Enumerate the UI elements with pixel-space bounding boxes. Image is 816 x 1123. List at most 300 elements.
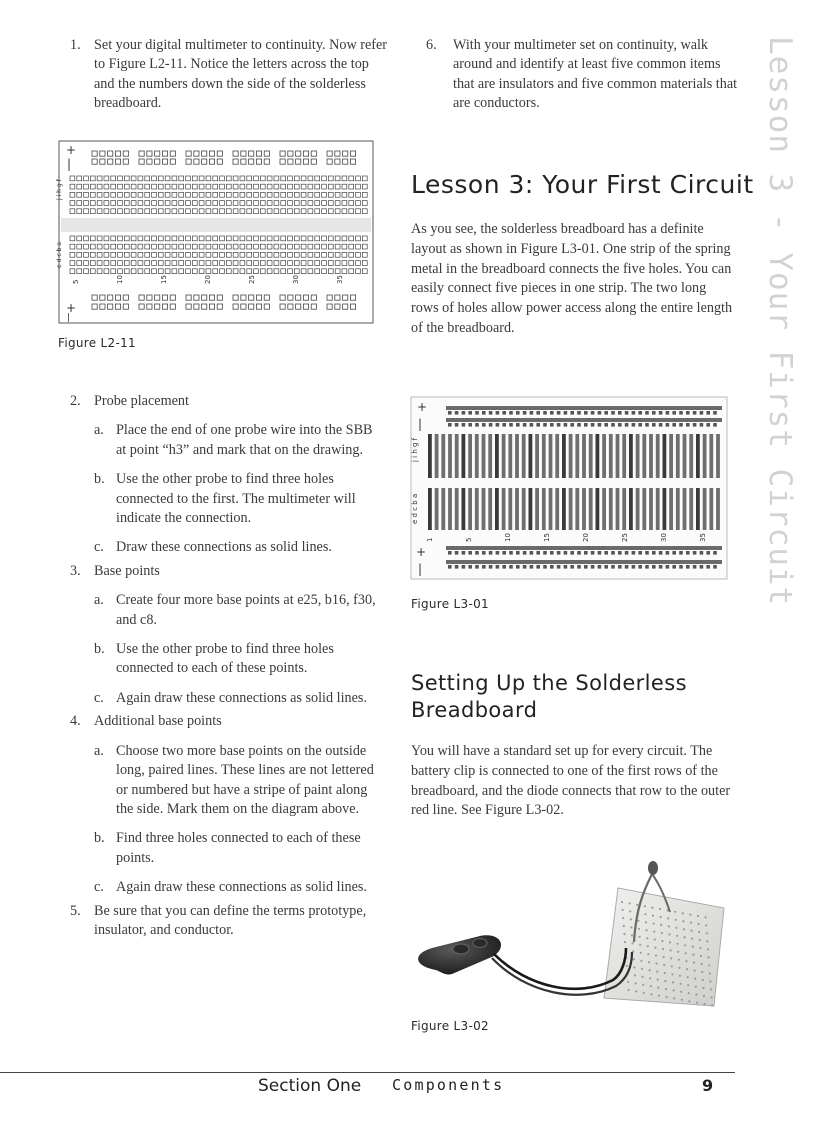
terminal-hole [206,192,211,197]
photo-hole [662,948,664,950]
photo-hole [685,960,687,962]
photo-hole [638,928,640,930]
footer-section: Section One [258,1076,362,1096]
photo-hole [686,968,688,970]
rail-hole [108,159,113,164]
terminal-strip [455,488,459,530]
photo-hole [670,949,672,951]
figure-l3-02-caption: Figure L3-02 [411,1019,489,1033]
breadboard-photo [604,888,724,1007]
terminal-hole [179,209,184,214]
terminal-hole [349,209,354,214]
terminal-hole [90,269,95,274]
terminal-hole [152,252,157,257]
terminal-hole [152,176,157,181]
figure-l3-01-caption: Figure L3-01 [411,597,489,611]
terminal-hole [301,192,306,197]
terminal-hole [322,184,327,189]
terminal-hole [179,184,184,189]
photo-hole [661,940,663,942]
terminal-hole [213,184,218,189]
sub-number: a. [94,592,104,609]
terminal-hole [179,269,184,274]
terminal-hole [138,184,143,189]
rail-hole [194,159,199,164]
rail-hole [327,295,332,300]
photo-hole [697,915,699,917]
terminal-strip [569,488,573,530]
terminal-hole [179,192,184,197]
terminal-strip [656,488,660,530]
terminal-hole [254,236,259,241]
terminal-hole [315,209,320,214]
rail-hole [604,423,608,427]
terminal-hole [315,252,320,257]
rail-hole [584,423,588,427]
terminal-hole [138,176,143,181]
step-3 [70,562,380,581]
rail-hole [455,423,459,427]
rail-hole [256,304,261,309]
rail-hole [139,159,144,164]
photo-hole [656,971,658,973]
rail-hole [115,304,120,309]
terminal-hole [186,261,191,266]
terminal-strip [636,488,640,530]
terminal-hole [192,244,197,249]
rail-hole [550,565,554,569]
rail-hole [288,295,293,300]
photo-hole [705,924,707,926]
rail-hole [256,151,261,156]
terminal-hole [240,184,245,189]
terminal-strip [616,434,620,478]
terminal-hole [104,192,109,197]
photo-hole [628,989,630,991]
terminal-hole [70,252,75,257]
photo-hole [682,920,684,922]
photo-hole [665,988,667,990]
terminal-hole [315,192,320,197]
terminal-strip [542,434,546,478]
rail-hole [645,551,649,555]
rail-hole [598,565,602,569]
photo-hole [687,976,689,978]
terminal-hole [335,201,340,206]
rail-hole [209,295,214,300]
terminal-hole [70,236,75,241]
rail-hole [638,411,642,415]
photo-hole [661,932,663,934]
terminal-hole [77,201,82,206]
terminal-strip [683,434,687,478]
rail-hole [496,423,500,427]
terminal-hole [254,192,259,197]
terminal-strip [602,434,606,478]
rail-hole [509,565,513,569]
terminal-hole [84,269,89,274]
rail-hole [139,304,144,309]
terminal-hole [206,269,211,274]
rail-hole [564,565,568,569]
terminal-hole [247,244,252,249]
terminal-hole [84,236,89,241]
terminal-hole [124,252,129,257]
terminal-hole [152,244,157,249]
terminal-hole [138,244,143,249]
rail-hole [303,151,308,156]
terminal-hole [111,252,116,257]
rail-hole [672,411,676,415]
terminal-strip [441,434,445,478]
terminal-hole [362,209,367,214]
rail-hole [475,551,479,555]
rail-hole [303,295,308,300]
terminal-hole [84,261,89,266]
rail-hole [584,411,588,415]
sub-number: c. [94,539,104,556]
rail-hole [489,565,493,569]
terminal-hole [301,269,306,274]
rail-hole [543,565,547,569]
terminal-hole [288,252,293,257]
terminal-hole [301,244,306,249]
terminal-hole [349,201,354,206]
terminal-hole [220,236,225,241]
rail-hole [455,411,459,415]
terminal-hole [274,261,279,266]
terminal-hole [247,236,252,241]
terminal-hole [145,209,150,214]
column-number: 10 [116,275,124,284]
photo-hole [680,983,682,985]
terminal-hole [70,209,75,214]
rail-hole [496,551,500,555]
terminal-hole [328,201,333,206]
terminal-hole [131,269,136,274]
rail-hole [115,151,120,156]
terminal-hole [152,184,157,189]
photo-hole [643,992,645,994]
terminal-hole [158,244,163,249]
rail-hole [162,304,167,309]
photo-hole [666,996,668,998]
rail-hole [591,565,595,569]
terminal-hole [97,269,102,274]
terminal-hole [328,244,333,249]
terminal-hole [294,244,299,249]
rail-hole [264,159,269,164]
terminal-hole [315,236,320,241]
rail-hole [350,295,355,300]
rail-hole [652,551,656,555]
terminal-hole [342,269,347,274]
rail-hole [468,565,472,569]
rail-hole [632,565,636,569]
terminal-hole [97,236,102,241]
photo-hole [674,911,676,913]
terminal-hole [240,201,245,206]
photo-hole [705,916,707,918]
rail-hole [686,551,690,555]
terminal-hole [294,184,299,189]
step-4 [70,712,380,731]
terminal-strip [629,434,633,478]
rail-hole [209,304,214,309]
photo-hole [624,941,626,943]
terminal-hole [294,209,299,214]
terminal-hole [226,261,231,266]
photo-hole [709,972,711,974]
rail-hole [625,423,629,427]
photo-hole [623,933,625,935]
terminal-hole [328,192,333,197]
rail-hole [115,159,120,164]
terminal-strip [596,434,600,478]
row-letters-bottom: e d c b a [411,493,419,524]
rail-hole [468,551,472,555]
rail-hole [570,551,574,555]
photo-hole [640,960,642,962]
terminal-hole [308,261,313,266]
rail-hole [713,411,717,415]
step-4a [70,742,380,820]
rail-hole [462,565,466,569]
terminal-hole [118,244,123,249]
terminal-hole [362,244,367,249]
terminal-strip [716,434,720,478]
terminal-hole [111,201,116,206]
terminal-hole [288,176,293,181]
terminal-hole [322,236,327,241]
terminal-hole [77,184,82,189]
terminal-hole [213,236,218,241]
terminal-hole [138,201,143,206]
terminal-hole [165,236,170,241]
rail-hole [311,295,316,300]
terminal-strip [448,488,452,530]
rail-stripe [446,560,722,564]
rail-hole [155,304,160,309]
terminal-hole [260,209,265,214]
photo-hole [636,904,638,906]
rail-hole [209,151,214,156]
terminal-hole [206,176,211,181]
terminal-hole [111,269,116,274]
rail-hole [311,159,316,164]
terminal-hole [70,192,75,197]
rail-hole [296,159,301,164]
rail-hole [530,411,534,415]
terminal-hole [233,176,238,181]
terminal-strip [529,488,533,530]
rail-hole [155,159,160,164]
terminal-hole [233,201,238,206]
photo-hole [708,964,710,966]
rail-hole [280,159,285,164]
photo-hole [692,954,694,956]
terminal-hole [131,184,136,189]
terminal-hole [158,184,163,189]
rail-hole [468,411,472,415]
terminal-hole [186,252,191,257]
rail-hole [170,304,175,309]
sub-text: Use the other probe to find three holes connected to each of these points. [116,641,334,677]
terminal-hole [145,252,150,257]
terminal-hole [124,209,129,214]
terminal-hole [97,176,102,181]
photo-hole [669,941,671,943]
rail-hole [303,304,308,309]
terminal-hole [111,236,116,241]
terminal-hole [226,269,231,274]
rail-hole [652,423,656,427]
terminal-strip [589,434,593,478]
terminal-hole [240,244,245,249]
terminal-hole [240,252,245,257]
terminal-hole [328,269,333,274]
rail-hole [523,423,527,427]
rail-hole [502,423,506,427]
terminal-hole [315,184,320,189]
rail-hole [455,565,459,569]
rail-hole [536,423,540,427]
rail-hole [591,411,595,415]
rail-hole [233,304,238,309]
rail-hole [645,411,649,415]
rail-hole [700,551,704,555]
photo-hole [707,948,709,950]
terminal-hole [281,244,286,249]
terminal-strip [555,488,559,530]
terminal-strip [428,488,432,530]
terminal-hole [342,236,347,241]
rail-hole [489,551,493,555]
terminal-hole [342,184,347,189]
rail-hole [296,304,301,309]
rail-hole [303,159,308,164]
rail-hole [557,551,561,555]
terminal-hole [260,261,265,266]
photo-hole [684,944,686,946]
photo-hole [699,947,701,949]
terminal-hole [315,201,320,206]
terminal-hole [152,269,157,274]
rail-hole [475,565,479,569]
terminal-hole [138,209,143,214]
minus-label: | [67,157,72,171]
terminal-hole [104,269,109,274]
terminal-hole [124,261,129,266]
sub-number: b. [94,471,105,488]
terminal-strip [522,488,526,530]
photo-hole [663,956,665,958]
photo-hole [675,927,677,929]
rail-hole [123,304,128,309]
terminal-hole [288,269,293,274]
figure-l2-11-breadboard [58,140,376,325]
terminal-hole [213,252,218,257]
terminal-hole [179,244,184,249]
side-title-vertical: Lesson 3 - Your First Circuit [762,36,798,607]
rail-hole [666,565,670,569]
terminal-strip [468,488,472,530]
rail-hole [108,295,113,300]
terminal-hole [226,176,231,181]
photo-hole [708,956,710,958]
photo-hole [711,1004,713,1006]
terminal-hole [90,192,95,197]
rail-hole [186,304,191,309]
terminal-hole [356,244,361,249]
rail-hole [591,551,595,555]
terminal-hole [186,176,191,181]
terminal-hole [220,209,225,214]
terminal-hole [274,201,279,206]
terminal-hole [233,184,238,189]
step-2 [70,392,380,411]
photo-hole [701,963,703,965]
photo-hole [701,971,703,973]
terminal-strip [455,434,459,478]
terminal-hole [158,261,163,266]
photo-hole [709,980,711,982]
rail-hole [564,551,568,555]
rail-hole [550,423,554,427]
terminal-hole [158,269,163,274]
terminal-hole [111,176,116,181]
terminal-hole [349,252,354,257]
minus-label: | [418,562,423,576]
photo-hole [685,952,687,954]
terminal-hole [281,269,286,274]
terminal-hole [77,269,82,274]
rail-hole [448,411,452,415]
terminal-hole [199,201,204,206]
terminal-hole [267,244,272,249]
terminal-hole [172,269,177,274]
terminal-hole [165,244,170,249]
terminal-hole [145,269,150,274]
rail-hole [170,295,175,300]
rail-hole [706,551,710,555]
photo-hole [704,1003,706,1005]
terminal-hole [145,261,150,266]
photo-hole [677,943,679,945]
rail-hole [92,304,97,309]
rail-hole [638,565,642,569]
rail-hole [335,304,340,309]
terminal-hole [192,184,197,189]
terminal-hole [124,269,129,274]
rail-hole [194,151,199,156]
rail-hole [233,159,238,164]
terminal-hole [260,244,265,249]
rail-hole [241,159,246,164]
terminal-hole [322,209,327,214]
column-number: 35 [336,275,344,284]
terminal-hole [179,176,184,181]
rail-hole [343,159,348,164]
terminal-hole [192,201,197,206]
rail-hole [327,304,332,309]
rail-hole [147,304,152,309]
rail-hole [557,423,561,427]
rail-hole [147,151,152,156]
terminal-hole [335,184,340,189]
rail-hole [509,551,513,555]
photo-hole [646,937,648,939]
